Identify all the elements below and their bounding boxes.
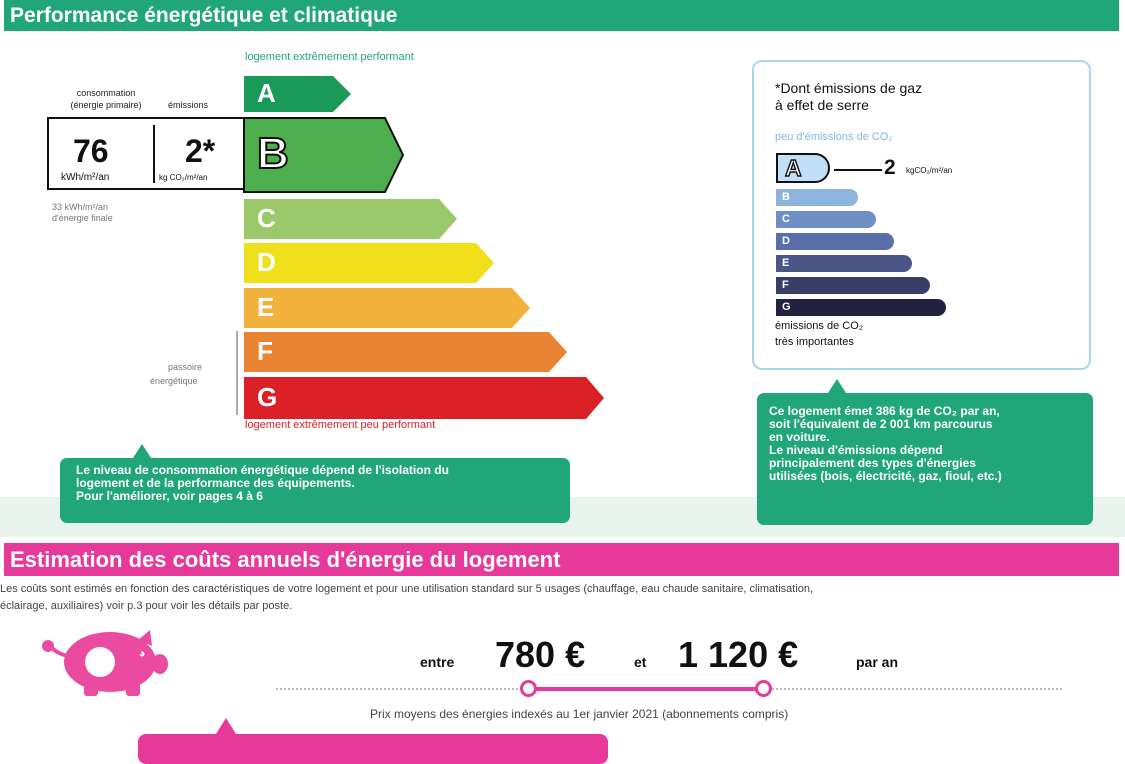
price-high-marker <box>755 680 772 697</box>
callout-emissions <box>757 393 1093 525</box>
energy-class-letter: F <box>257 336 273 366</box>
ges-title-2: à effet de serre <box>775 97 869 113</box>
callout-right-line5: principalement des types d'énergies <box>769 456 976 470</box>
pink-callout <box>138 734 608 764</box>
cost-section-title: Estimation des coûts annuels d'énergie du logement <box>4 543 1119 576</box>
passoire-label-1: passoire <box>168 362 203 372</box>
callout-right-line6: utilisées (bois, électricité, gaz, fioul, etc.) <box>769 469 1002 483</box>
bottom-performance-note: logement extrêmement peu performant <box>245 419 436 431</box>
ges-current-value: 2 <box>884 156 896 179</box>
energy-class-d <box>243 242 498 284</box>
passoire-bracket <box>236 331 238 415</box>
energy-class-letter: C <box>257 203 276 233</box>
piggy-bank-icon <box>38 628 168 703</box>
emissions-value: 2* <box>185 133 216 169</box>
cost-description-1: Les coûts sont estimés en fonction des caractéristiques de votre logement et pour une utilisation standard sur 5 usages (chauffage, eau chaude sanitaire, climatisation, <box>0 583 814 595</box>
energy-class-letter: B <box>257 129 289 178</box>
price-per-year-label: par an <box>856 654 899 670</box>
ges-low-label: peu d'émissions de CO₂ <box>775 131 893 143</box>
energy-class-letter: A <box>257 78 276 108</box>
callout-right-line3: en voiture. <box>769 430 830 444</box>
consumption-divider <box>153 125 155 183</box>
ges-class-f: F <box>776 277 930 294</box>
energy-class-letter: D <box>257 247 276 277</box>
label-emissions: émissions <box>168 100 209 110</box>
callout-right-pointer <box>828 379 846 393</box>
price-and-label: et <box>634 654 647 670</box>
price-between-label: entre <box>420 654 455 670</box>
ges-high-label-1: émissions de CO₂ <box>775 320 864 332</box>
callout-right-line4: Le niveau d'émissions dépend <box>769 443 943 457</box>
ges-high-label-2: très importantes <box>775 336 854 348</box>
energy-class-g <box>243 376 608 420</box>
callout-right-line2: soit l'équivalent de 2 001 km parcourus <box>769 417 993 431</box>
energy-class-e <box>243 287 534 329</box>
pink-callout-pointer <box>216 718 236 734</box>
callout-left-line1: Le niveau de consommation énergétique dépend de l'isolation du <box>76 463 449 477</box>
ges-class-b: B <box>776 189 858 206</box>
energy-class-f <box>243 331 571 373</box>
final-energy-value: 33 kWh/m²/an <box>52 202 109 212</box>
callout-consumption <box>60 458 570 523</box>
passoire-label-2: énergétique <box>150 376 198 386</box>
callout-left-line3: Pour l'améliorer, voir pages 4 à 6 <box>76 489 263 503</box>
price-high: 1 120 € <box>678 634 799 675</box>
energy-class-c <box>243 198 461 240</box>
ges-title-1: *Dont émissions de gaz <box>775 80 923 96</box>
final-energy-note: d'énergie finale <box>52 213 113 223</box>
callout-left-line2: logement et de la performance des équipements. <box>76 476 355 490</box>
ges-class-c: C <box>776 211 876 228</box>
ges-current-letter: A <box>785 155 802 181</box>
energy-class-b <box>243 117 407 193</box>
price-low: 780 € <box>495 634 586 675</box>
prices-note: Prix moyens des énergies indexés au 1er janvier 2021 (abonnements compris) <box>370 707 789 721</box>
energy-class-letter: G <box>257 382 278 412</box>
ges-class-d: D <box>776 233 894 250</box>
consumption-box <box>47 117 245 190</box>
energy-class-a <box>243 75 355 113</box>
callout-left-pointer <box>133 444 151 458</box>
consumption-unit: kWh/m²/an <box>61 172 110 183</box>
ges-class-e: E <box>776 255 912 272</box>
price-low-marker <box>520 680 537 697</box>
ges-current-class <box>775 152 833 189</box>
euro-symbol: € <box>131 648 143 670</box>
price-range-bar <box>530 687 764 691</box>
ges-pointer-line <box>834 169 882 171</box>
emissions-unit: kg CO₂/m²/an <box>159 173 208 182</box>
consumption-value: 76 <box>73 133 109 169</box>
ges-current-unit: kgCO₂/m²/an <box>906 166 953 175</box>
ges-class-g: G <box>776 299 946 316</box>
label-primary-energy: (énergie primaire) <box>70 100 142 110</box>
perf-section-title: Performance énergétique et climatique <box>4 0 1119 31</box>
cost-description-2: éclairage, auxiliaires) voir p.3 pour voir les détails par poste. <box>0 600 293 612</box>
callout-right-line1: Ce logement émet 386 kg de CO₂ par an, <box>769 404 1000 418</box>
top-performance-note: logement extrêmement performant <box>245 51 414 63</box>
label-consumption: consommation <box>76 88 136 98</box>
energy-class-letter: E <box>257 292 275 322</box>
